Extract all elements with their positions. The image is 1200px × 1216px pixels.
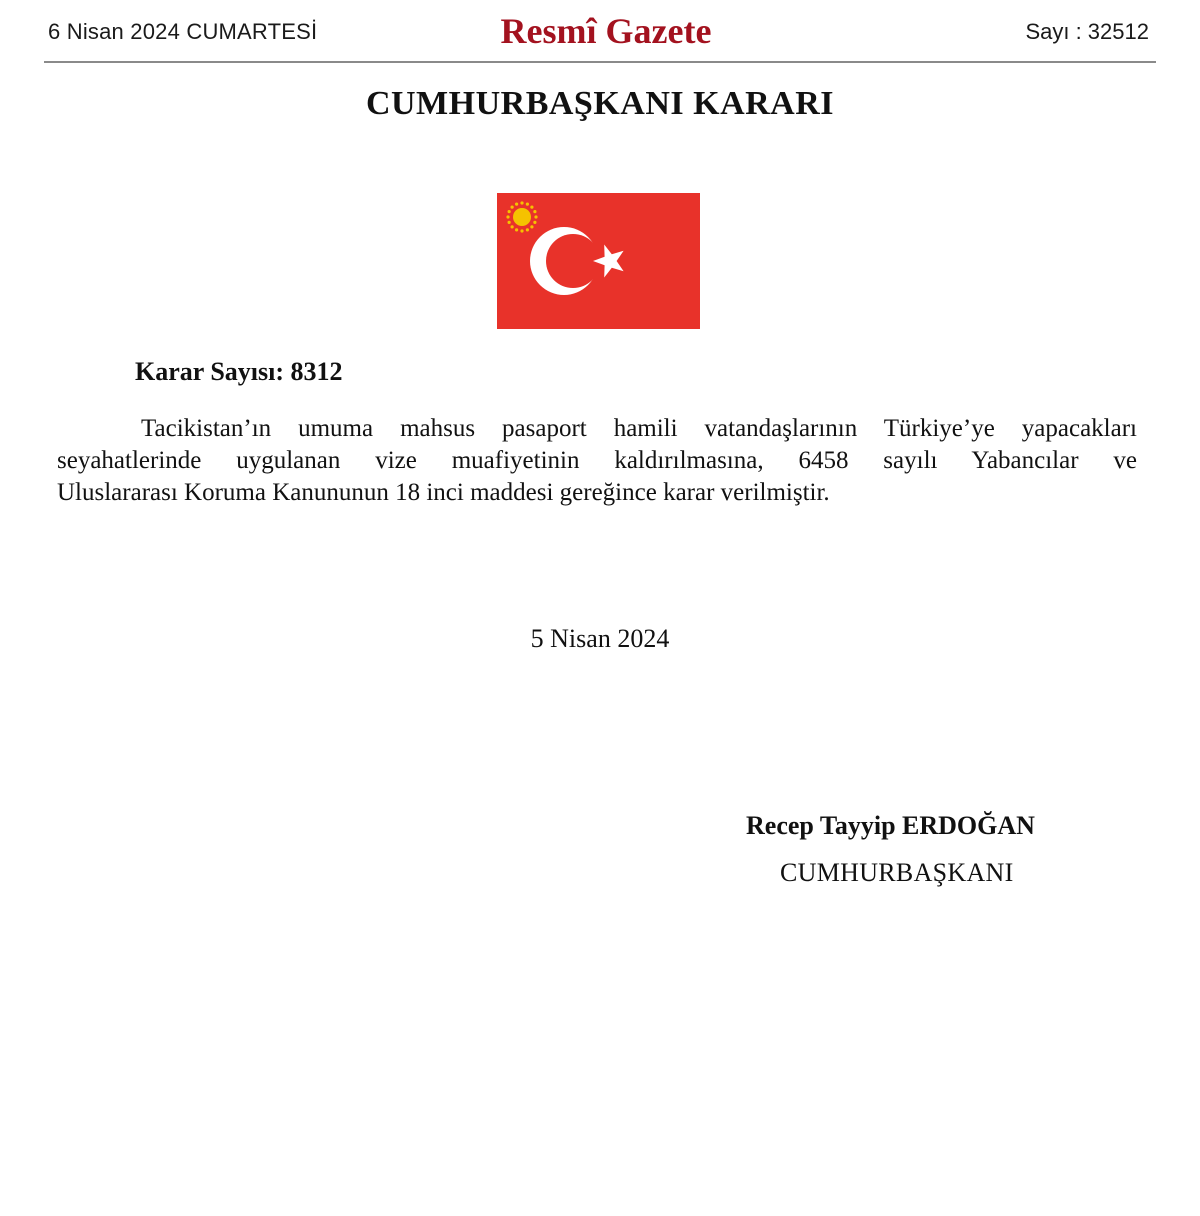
signer-name: Recep Tayyip ERDOĞAN: [746, 811, 1035, 840]
body-line: Uluslararası Koruma Kanununun 18 inci maddesi gereğince karar verilmiştir.: [57, 479, 830, 506]
body-line: seyahatlerinde uygulanan vize muafiyetinin kaldırılmasına, 6458 sayılı Yabancılar ve: [57, 447, 1137, 474]
document-title: CUMHURBAŞKANI KARARI: [365, 85, 835, 122]
issue-number: Sayı : 32512: [1025, 19, 1149, 44]
decision-date: 5 Nisan 2024: [530, 624, 670, 653]
header-divider: [44, 61, 1156, 63]
publication-title: Resmî Gazete: [500, 11, 712, 51]
decision-number: Karar Sayısı: 8312: [135, 357, 343, 386]
body-line: Tacikistan’ın umuma mahsus pasaport hamili vatandaşlarının Türkiye’ye yapacakları: [141, 415, 1137, 442]
signer-title: CUMHURBAŞKANI: [780, 858, 1014, 887]
turkish-presidential-flag-icon: [497, 193, 700, 329]
header-date: 6 Nisan 2024 CUMARTESİ: [48, 19, 318, 44]
decision-body: [57, 413, 1137, 509]
